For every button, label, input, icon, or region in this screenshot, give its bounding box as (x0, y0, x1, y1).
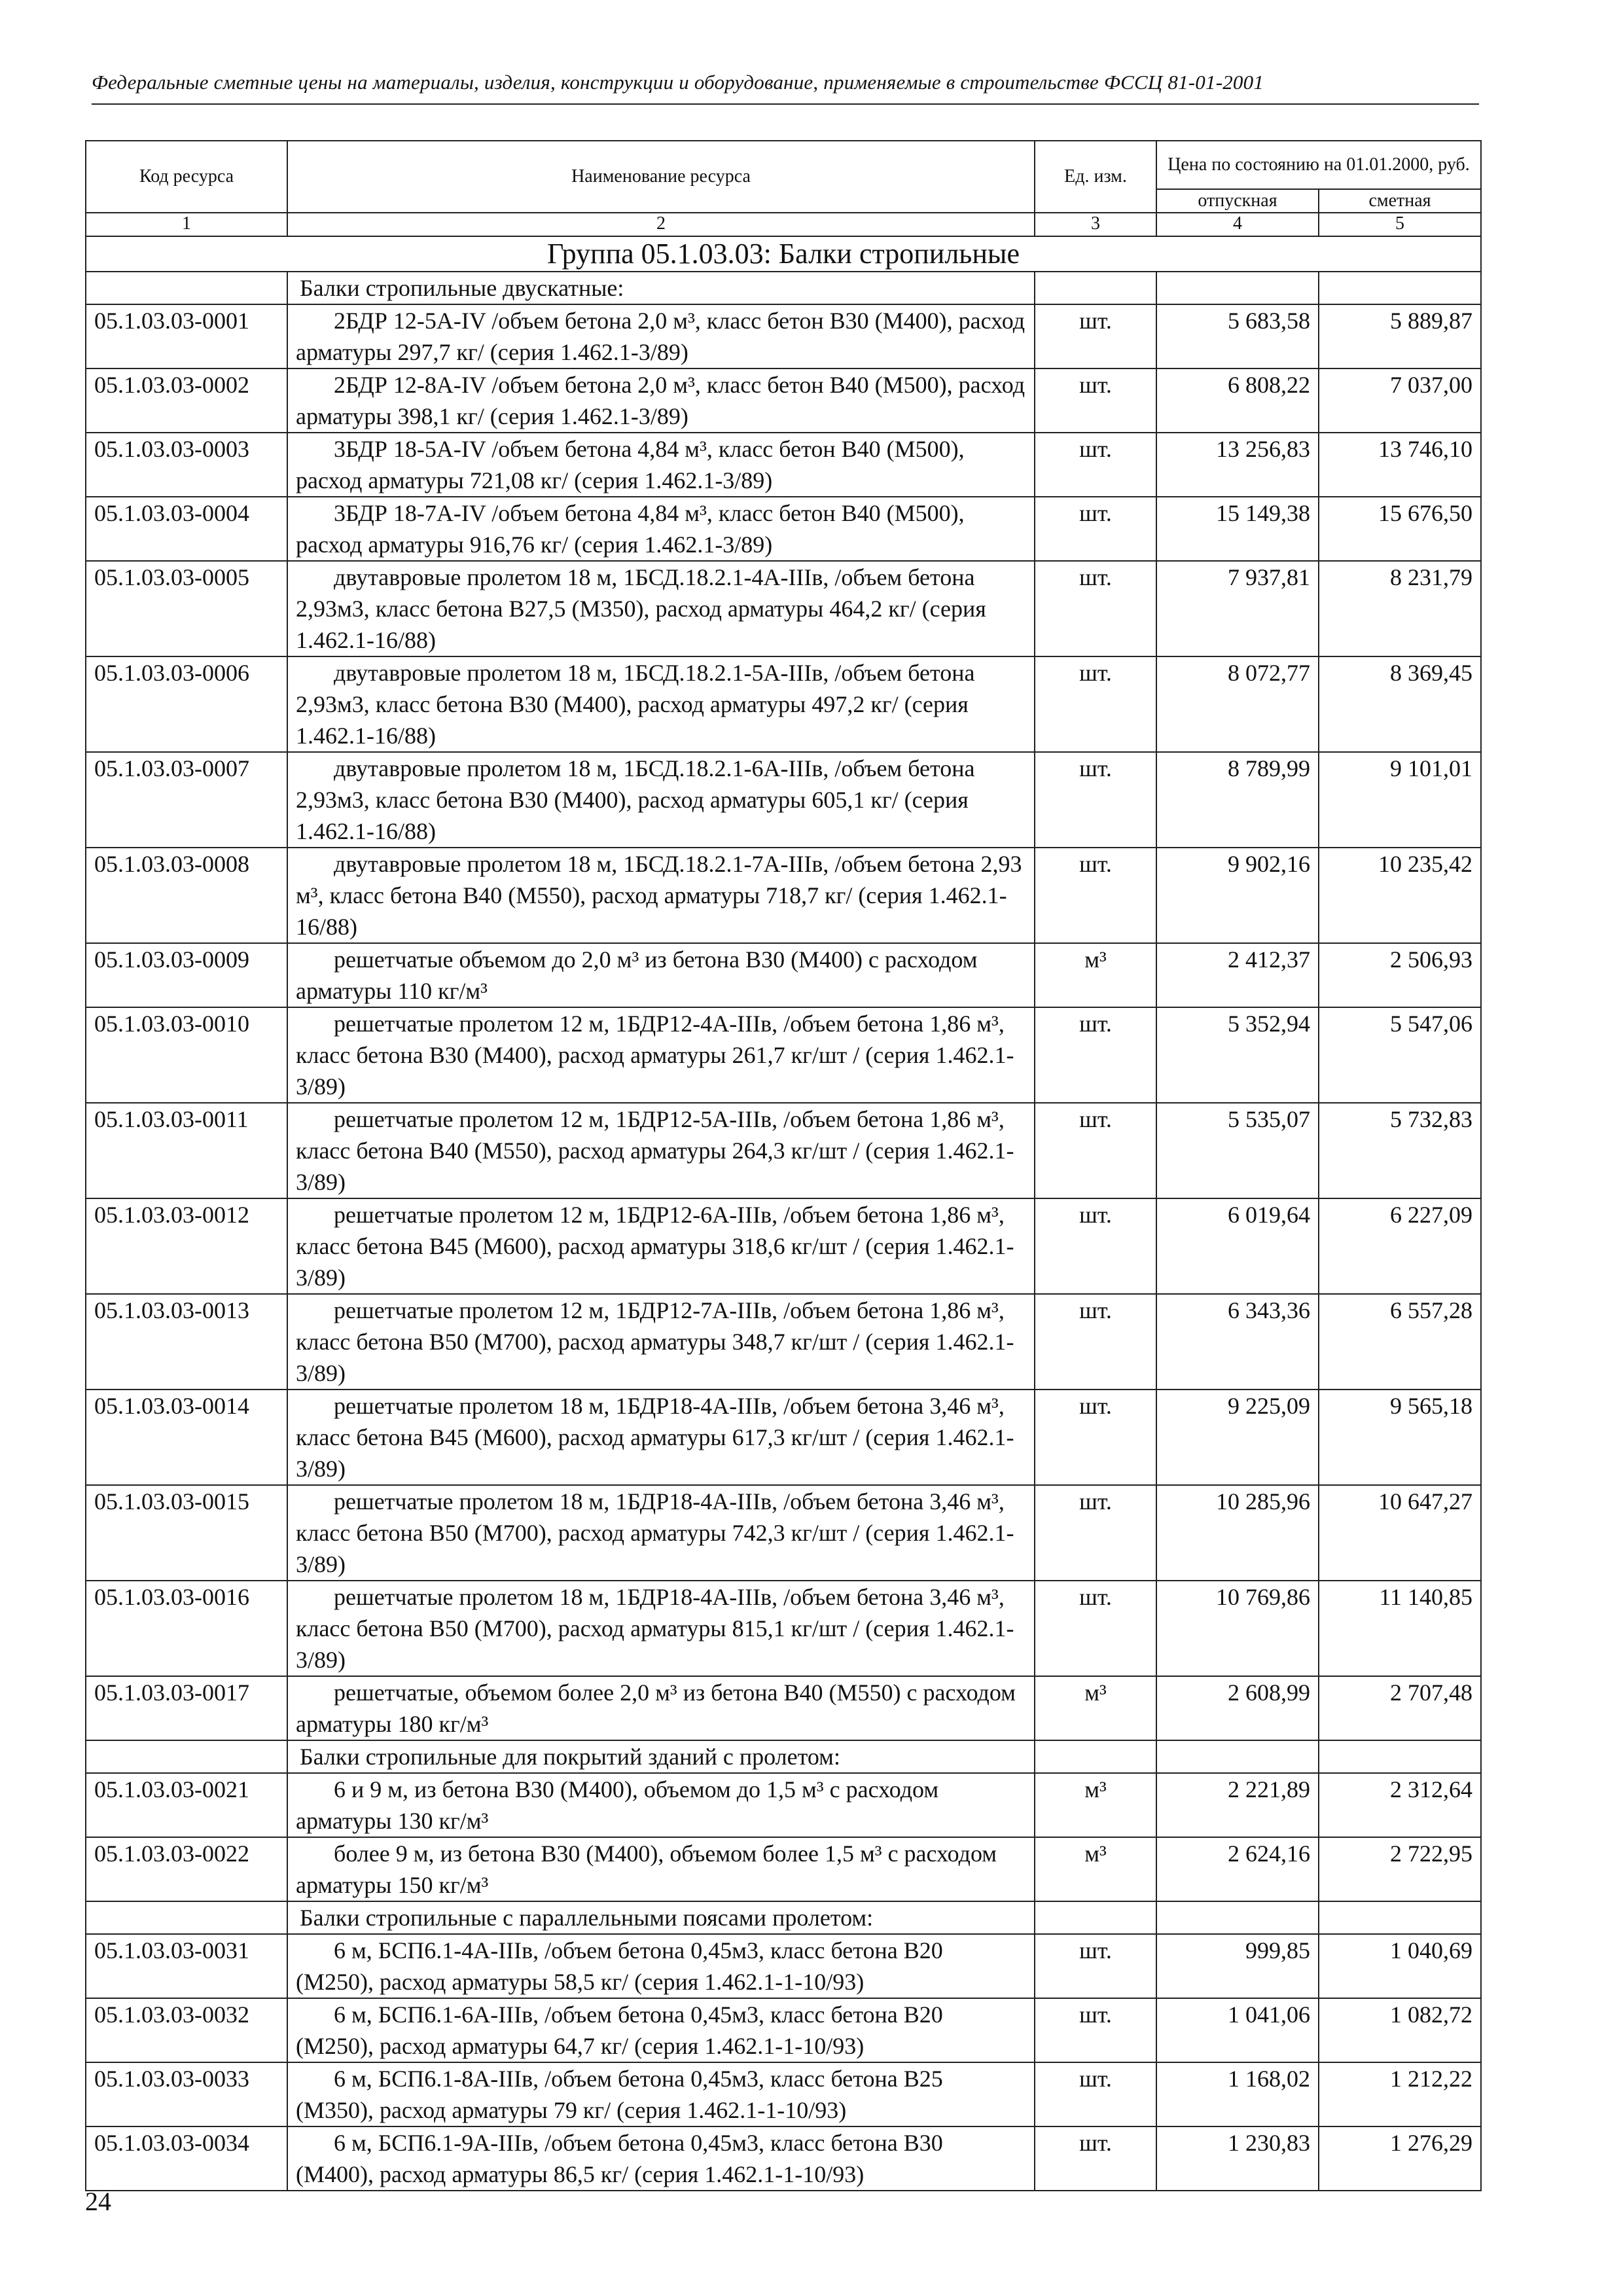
resource-name-cell (287, 1103, 1035, 1198)
resource-name-cell (287, 1676, 1035, 1740)
document-header-title: Федеральные сметные цены на материалы, изделия, конструкции и оборудование, применяемые в строительстве ФССЦ 81-01-2001 (92, 71, 1264, 94)
resource-name: 2БДР 12-8А-IV /объем бетона 2,0 м³, класс бетон В40 (М500), расход арматуры 398,1 кг/ (серия 1.462.1-3/89) (296, 372, 1026, 429)
estimate-price: 1 040,69 (1319, 1934, 1481, 1998)
resource-code: 05.1.03.03-0004 (86, 497, 287, 561)
resource-name-cell (287, 1007, 1035, 1103)
estimate-price: 10 647,27 (1319, 1485, 1481, 1581)
estimate-price: 13 746,10 (1319, 433, 1481, 497)
price-table (85, 140, 1482, 2191)
estimate-price: 2 722,95 (1319, 1837, 1481, 1901)
resource-code: 05.1.03.03-0011 (86, 1103, 287, 1198)
resource-code: 05.1.03.03-0003 (86, 433, 287, 497)
estimate-price: 5 547,06 (1319, 1007, 1481, 1103)
resource-name: двутавровые пролетом 18 м, 1БСД.18.2.1-4А-IIIв, /объем бетона 2,93м3, класс бетона В27,5 (М350), расход арматуры 464,2 кг/ (серия 1.462.1-16/88) (296, 564, 986, 653)
resource-code: 05.1.03.03-0017 (86, 1676, 287, 1740)
table-row (86, 943, 1481, 1007)
resource-name: решетчатые объемом до 2,0 м³ из бетона В30 (М400) с расходом арматуры 110 кг/м³ (296, 946, 978, 1004)
resource-name-cell (287, 1998, 1035, 2062)
table-row (86, 2062, 1481, 2126)
table-row (86, 752, 1481, 848)
resource-unit: м³ (1035, 1837, 1156, 1901)
table-row (86, 497, 1481, 561)
release-price: 1 041,06 (1156, 1998, 1319, 2062)
table-body (86, 272, 1481, 2191)
resource-code: 05.1.03.03-0005 (86, 561, 287, 656)
resource-name-cell (287, 752, 1035, 848)
resource-unit: шт. (1035, 752, 1156, 848)
section-heading-row (86, 272, 1481, 304)
section-heading: Балки стропильные с параллельными поясами пролетом: (287, 1901, 1035, 1934)
resource-code: 05.1.03.03-0014 (86, 1390, 287, 1485)
resource-name: решетчатые, объемом более 2,0 м³ из бетона В40 (М550) с расходом арматуры 180 кг/м³ (296, 1679, 1016, 1737)
table-row (86, 1676, 1481, 1740)
column-number: 1 (86, 213, 287, 236)
column-number: 4 (1156, 213, 1319, 236)
header-price: Цена по состоянию на 01.01.2000, руб. (1156, 141, 1481, 189)
release-price: 2 221,89 (1156, 1773, 1319, 1837)
table-row (86, 2126, 1481, 2191)
resource-unit: шт. (1035, 2062, 1156, 2126)
resource-name: 3БДР 18-7А-IV /объем бетона 4,84 м³, класс бетон В40 (М500), расход арматуры 916,76 кг/ (серия 1.462.1-3/89) (296, 500, 965, 558)
resource-name-cell (287, 1485, 1035, 1581)
release-price: 5 683,58 (1156, 304, 1319, 368)
resource-unit: шт. (1035, 1998, 1156, 2062)
release-price: 1 230,83 (1156, 2126, 1319, 2191)
resource-unit: шт. (1035, 1103, 1156, 1198)
section-heading-row (86, 1901, 1481, 1934)
resource-name-cell (287, 1837, 1035, 1901)
estimate-price: 5 732,83 (1319, 1103, 1481, 1198)
resource-name-cell (287, 433, 1035, 497)
estimate-price: 1 082,72 (1319, 1998, 1481, 2062)
resource-name: 3БДР 18-5А-IV /объем бетона 4,84 м³, класс бетон В40 (М500), расход арматуры 721,08 кг/ (серия 1.462.1-3/89) (296, 436, 965, 493)
release-price: 6 343,36 (1156, 1294, 1319, 1390)
release-price: 9 225,09 (1156, 1390, 1319, 1485)
resource-unit: шт. (1035, 1294, 1156, 1390)
release-price: 5 535,07 (1156, 1103, 1319, 1198)
column-number: 5 (1319, 213, 1481, 236)
resource-name: более 9 м, из бетона В30 (М400), объемом более 1,5 м³ с расходом арматуры 150 кг/м³ (296, 1840, 997, 1898)
table-row (86, 1934, 1481, 1998)
resource-unit: шт. (1035, 304, 1156, 368)
resource-name-cell (287, 1390, 1035, 1485)
release-price: 10 769,86 (1156, 1581, 1319, 1676)
resource-name: 6 м, БСП6.1-9А-IIIв, /объем бетона 0,45м3, класс бетона В30 (М400), расход арматуры 86,5 кг/ (серия 1.462.1-1-10/93) (296, 2130, 943, 2187)
resource-name-cell (287, 2126, 1035, 2191)
release-price: 13 256,83 (1156, 433, 1319, 497)
release-price: 6 019,64 (1156, 1198, 1319, 1294)
release-price: 2 608,99 (1156, 1676, 1319, 1740)
table-row (86, 433, 1481, 497)
estimate-price: 6 557,28 (1319, 1294, 1481, 1390)
resource-code: 05.1.03.03-0016 (86, 1581, 287, 1676)
resource-name: 6 и 9 м, из бетона В30 (М400), объемом до 1,5 м³ с расходом арматуры 130 кг/м³ (296, 1776, 939, 1834)
table-row (86, 656, 1481, 752)
header-code: Код ресурса (86, 141, 287, 213)
release-price: 2 624,16 (1156, 1837, 1319, 1901)
release-price: 1 168,02 (1156, 2062, 1319, 2126)
table-row (86, 368, 1481, 433)
release-price: 10 285,96 (1156, 1485, 1319, 1581)
table-row (86, 1581, 1481, 1676)
table-row (86, 1007, 1481, 1103)
table-row (86, 304, 1481, 368)
resource-name-cell (287, 497, 1035, 561)
resource-name: двутавровые пролетом 18 м, 1БСД.18.2.1-6А-IIIв, /объем бетона 2,93м3, класс бетона В30 (М400), расход арматуры 605,1 кг/ (серия 1.462.1-16/88) (296, 755, 975, 844)
resource-name: 6 м, БСП6.1-4А-IIIв, /объем бетона 0,45м3, класс бетона В20 (М250), расход арматуры 58,5 кг/ (серия 1.462.1-1-10/93) (296, 1937, 943, 1995)
resource-name-cell (287, 1198, 1035, 1294)
release-price: 8 789,99 (1156, 752, 1319, 848)
header-unit: Ед. изм. (1035, 141, 1156, 213)
resource-code: 05.1.03.03-0012 (86, 1198, 287, 1294)
table-row (86, 1485, 1481, 1581)
table-row (86, 1294, 1481, 1390)
section-heading: Балки стропильные для покрытий зданий с пролетом: (287, 1740, 1035, 1773)
estimate-price: 9 101,01 (1319, 752, 1481, 848)
estimate-price: 2 506,93 (1319, 943, 1481, 1007)
release-price: 8 072,77 (1156, 656, 1319, 752)
resource-code: 05.1.03.03-0002 (86, 368, 287, 433)
resource-name-cell (287, 848, 1035, 943)
estimate-price: 1 276,29 (1319, 2126, 1481, 2191)
estimate-price: 15 676,50 (1319, 497, 1481, 561)
resource-unit: шт. (1035, 1485, 1156, 1581)
resource-name: 2БДР 12-5А-IV /объем бетона 2,0 м³, класс бетон В30 (М400), расход арматуры 297,7 кг/ (серия 1.462.1-3/89) (296, 308, 1026, 365)
resource-name: 6 м, БСП6.1-6А-IIIв, /объем бетона 0,45м3, класс бетона В20 (М250), расход арматуры 64,7 кг/ (серия 1.462.1-1-10/93) (296, 2001, 943, 2059)
estimate-price: 8 369,45 (1319, 656, 1481, 752)
resource-unit: шт. (1035, 848, 1156, 943)
release-price: 9 902,16 (1156, 848, 1319, 943)
table-row (86, 1773, 1481, 1837)
estimate-price: 7 037,00 (1319, 368, 1481, 433)
resource-name-cell (287, 656, 1035, 752)
resource-unit: шт. (1035, 497, 1156, 561)
resource-unit: м³ (1035, 1773, 1156, 1837)
header-release-price: отпускная (1156, 189, 1319, 213)
estimate-price: 8 231,79 (1319, 561, 1481, 656)
resource-code: 05.1.03.03-0010 (86, 1007, 287, 1103)
release-price: 7 937,81 (1156, 561, 1319, 656)
resource-unit: шт. (1035, 1390, 1156, 1485)
estimate-price: 10 235,42 (1319, 848, 1481, 943)
estimate-price: 2 707,48 (1319, 1676, 1481, 1740)
table-row (86, 1837, 1481, 1901)
resource-name: решетчатые пролетом 12 м, 1БДР12-7А-IIIв, /объем бетона 1,86 м³, класс бетона В50 (М700), расход арматуры 348,7 кг/шт / (серия 1.462.1-3/89) (296, 1297, 1014, 1386)
resource-name: решетчатые пролетом 12 м, 1БДР12-4А-IIIв, /объем бетона 1,86 м³, класс бетона В30 (М400), расход арматуры 261,7 кг/шт / (серия 1.462.1-3/89) (296, 1011, 1014, 1100)
resource-unit: шт. (1035, 1198, 1156, 1294)
resource-name-cell (287, 943, 1035, 1007)
table-row (86, 848, 1481, 943)
header-name: Наименование ресурса (287, 141, 1035, 213)
resource-code: 05.1.03.03-0033 (86, 2062, 287, 2126)
estimate-price: 5 889,87 (1319, 304, 1481, 368)
resource-name-cell (287, 1934, 1035, 1998)
resource-code: 05.1.03.03-0015 (86, 1485, 287, 1581)
table-row (86, 1198, 1481, 1294)
resource-name-cell (287, 368, 1035, 433)
estimate-price: 9 565,18 (1319, 1390, 1481, 1485)
resource-code: 05.1.03.03-0009 (86, 943, 287, 1007)
resource-code: 05.1.03.03-0008 (86, 848, 287, 943)
resource-unit: шт. (1035, 1581, 1156, 1676)
table-row (86, 1390, 1481, 1485)
resource-code: 05.1.03.03-0006 (86, 656, 287, 752)
resource-code: 05.1.03.03-0031 (86, 1934, 287, 1998)
table-row (86, 1998, 1481, 2062)
release-price: 999,85 (1156, 1934, 1319, 1998)
column-number: 2 (287, 213, 1035, 236)
resource-name: двутавровые пролетом 18 м, 1БСД.18.2.1-5А-IIIв, /объем бетона 2,93м3, класс бетона В30 (М400), расход арматуры 497,2 кг/ (серия 1.462.1-16/88) (296, 660, 975, 749)
resource-code: 05.1.03.03-0001 (86, 304, 287, 368)
resource-name: двутавровые пролетом 18 м, 1БСД.18.2.1-7А-IIIв, /объем бетона 2,93 м³, класс бетона В40 (М550), расход арматуры 718,7 кг/ (серия 1.462.1-16/88) (296, 851, 1022, 940)
resource-code: 05.1.03.03-0013 (86, 1294, 287, 1390)
header-rule (92, 103, 1479, 105)
resource-unit: шт. (1035, 2126, 1156, 2191)
release-price: 5 352,94 (1156, 1007, 1319, 1103)
table-row (86, 1103, 1481, 1198)
table-row (86, 561, 1481, 656)
resource-code: 05.1.03.03-0022 (86, 1837, 287, 1901)
section-heading-row (86, 1740, 1481, 1773)
resource-code: 05.1.03.03-0034 (86, 2126, 287, 2191)
resource-unit: м³ (1035, 943, 1156, 1007)
section-heading: Балки стропильные двускатные: (287, 272, 1035, 304)
resource-name: решетчатые пролетом 18 м, 1БДР18-4А-IIIв, /объем бетона 3,46 м³, класс бетона В50 (М700), расход арматуры 815,1 кг/шт / (серия 1.462.1-3/89) (296, 1584, 1014, 1673)
estimate-price: 11 140,85 (1319, 1581, 1481, 1676)
resource-unit: шт. (1035, 368, 1156, 433)
resource-name: решетчатые пролетом 12 м, 1БДР12-5А-IIIв, /объем бетона 1,86 м³, класс бетона В40 (М550), расход арматуры 264,3 кг/шт / (серия 1.462.1-3/89) (296, 1106, 1014, 1195)
release-price: 2 412,37 (1156, 943, 1319, 1007)
resource-unit: м³ (1035, 1676, 1156, 1740)
resource-name: решетчатые пролетом 18 м, 1БДР18-4А-IIIв, /объем бетона 3,46 м³, класс бетона В50 (М700), расход арматуры 742,3 кг/шт / (серия 1.462.1-3/89) (296, 1488, 1014, 1577)
resource-code: 05.1.03.03-0032 (86, 1998, 287, 2062)
resource-name-cell (287, 2062, 1035, 2126)
resource-unit: шт. (1035, 1007, 1156, 1103)
resource-name-cell (287, 1581, 1035, 1676)
release-price: 15 149,38 (1156, 497, 1319, 561)
group-title: Группа 05.1.03.03: Балки стропильные (86, 236, 1481, 272)
header-estimate-price: сметная (1319, 189, 1481, 213)
estimate-price: 2 312,64 (1319, 1773, 1481, 1837)
resource-name-cell (287, 304, 1035, 368)
estimate-price: 6 227,09 (1319, 1198, 1481, 1294)
resource-name: 6 м, БСП6.1-8А-IIIв, /объем бетона 0,45м3, класс бетона В25 (М350), расход арматуры 79 кг/ (серия 1.462.1-1-10/93) (296, 2066, 943, 2123)
column-number: 3 (1035, 213, 1156, 236)
resource-name: решетчатые пролетом 18 м, 1БДР18-4А-IIIв, /объем бетона 3,46 м³, класс бетона В45 (М600), расход арматуры 617,3 кг/шт / (серия 1.462.1-3/89) (296, 1393, 1014, 1482)
resource-name-cell (287, 1294, 1035, 1390)
estimate-price: 1 212,22 (1319, 2062, 1481, 2126)
resource-unit: шт. (1035, 433, 1156, 497)
resource-unit: шт. (1035, 1934, 1156, 1998)
resource-name-cell (287, 1773, 1035, 1837)
resource-unit: шт. (1035, 561, 1156, 656)
resource-code: 05.1.03.03-0007 (86, 752, 287, 848)
resource-unit: шт. (1035, 656, 1156, 752)
resource-name: решетчатые пролетом 12 м, 1БДР12-6А-IIIв, /объем бетона 1,86 м³, класс бетона В45 (М600), расход арматуры 318,6 кг/шт / (серия 1.462.1-3/89) (296, 1202, 1014, 1291)
resource-code: 05.1.03.03-0021 (86, 1773, 287, 1837)
page-number: 24 (85, 2187, 111, 2216)
release-price: 6 808,22 (1156, 368, 1319, 433)
resource-name-cell (287, 561, 1035, 656)
